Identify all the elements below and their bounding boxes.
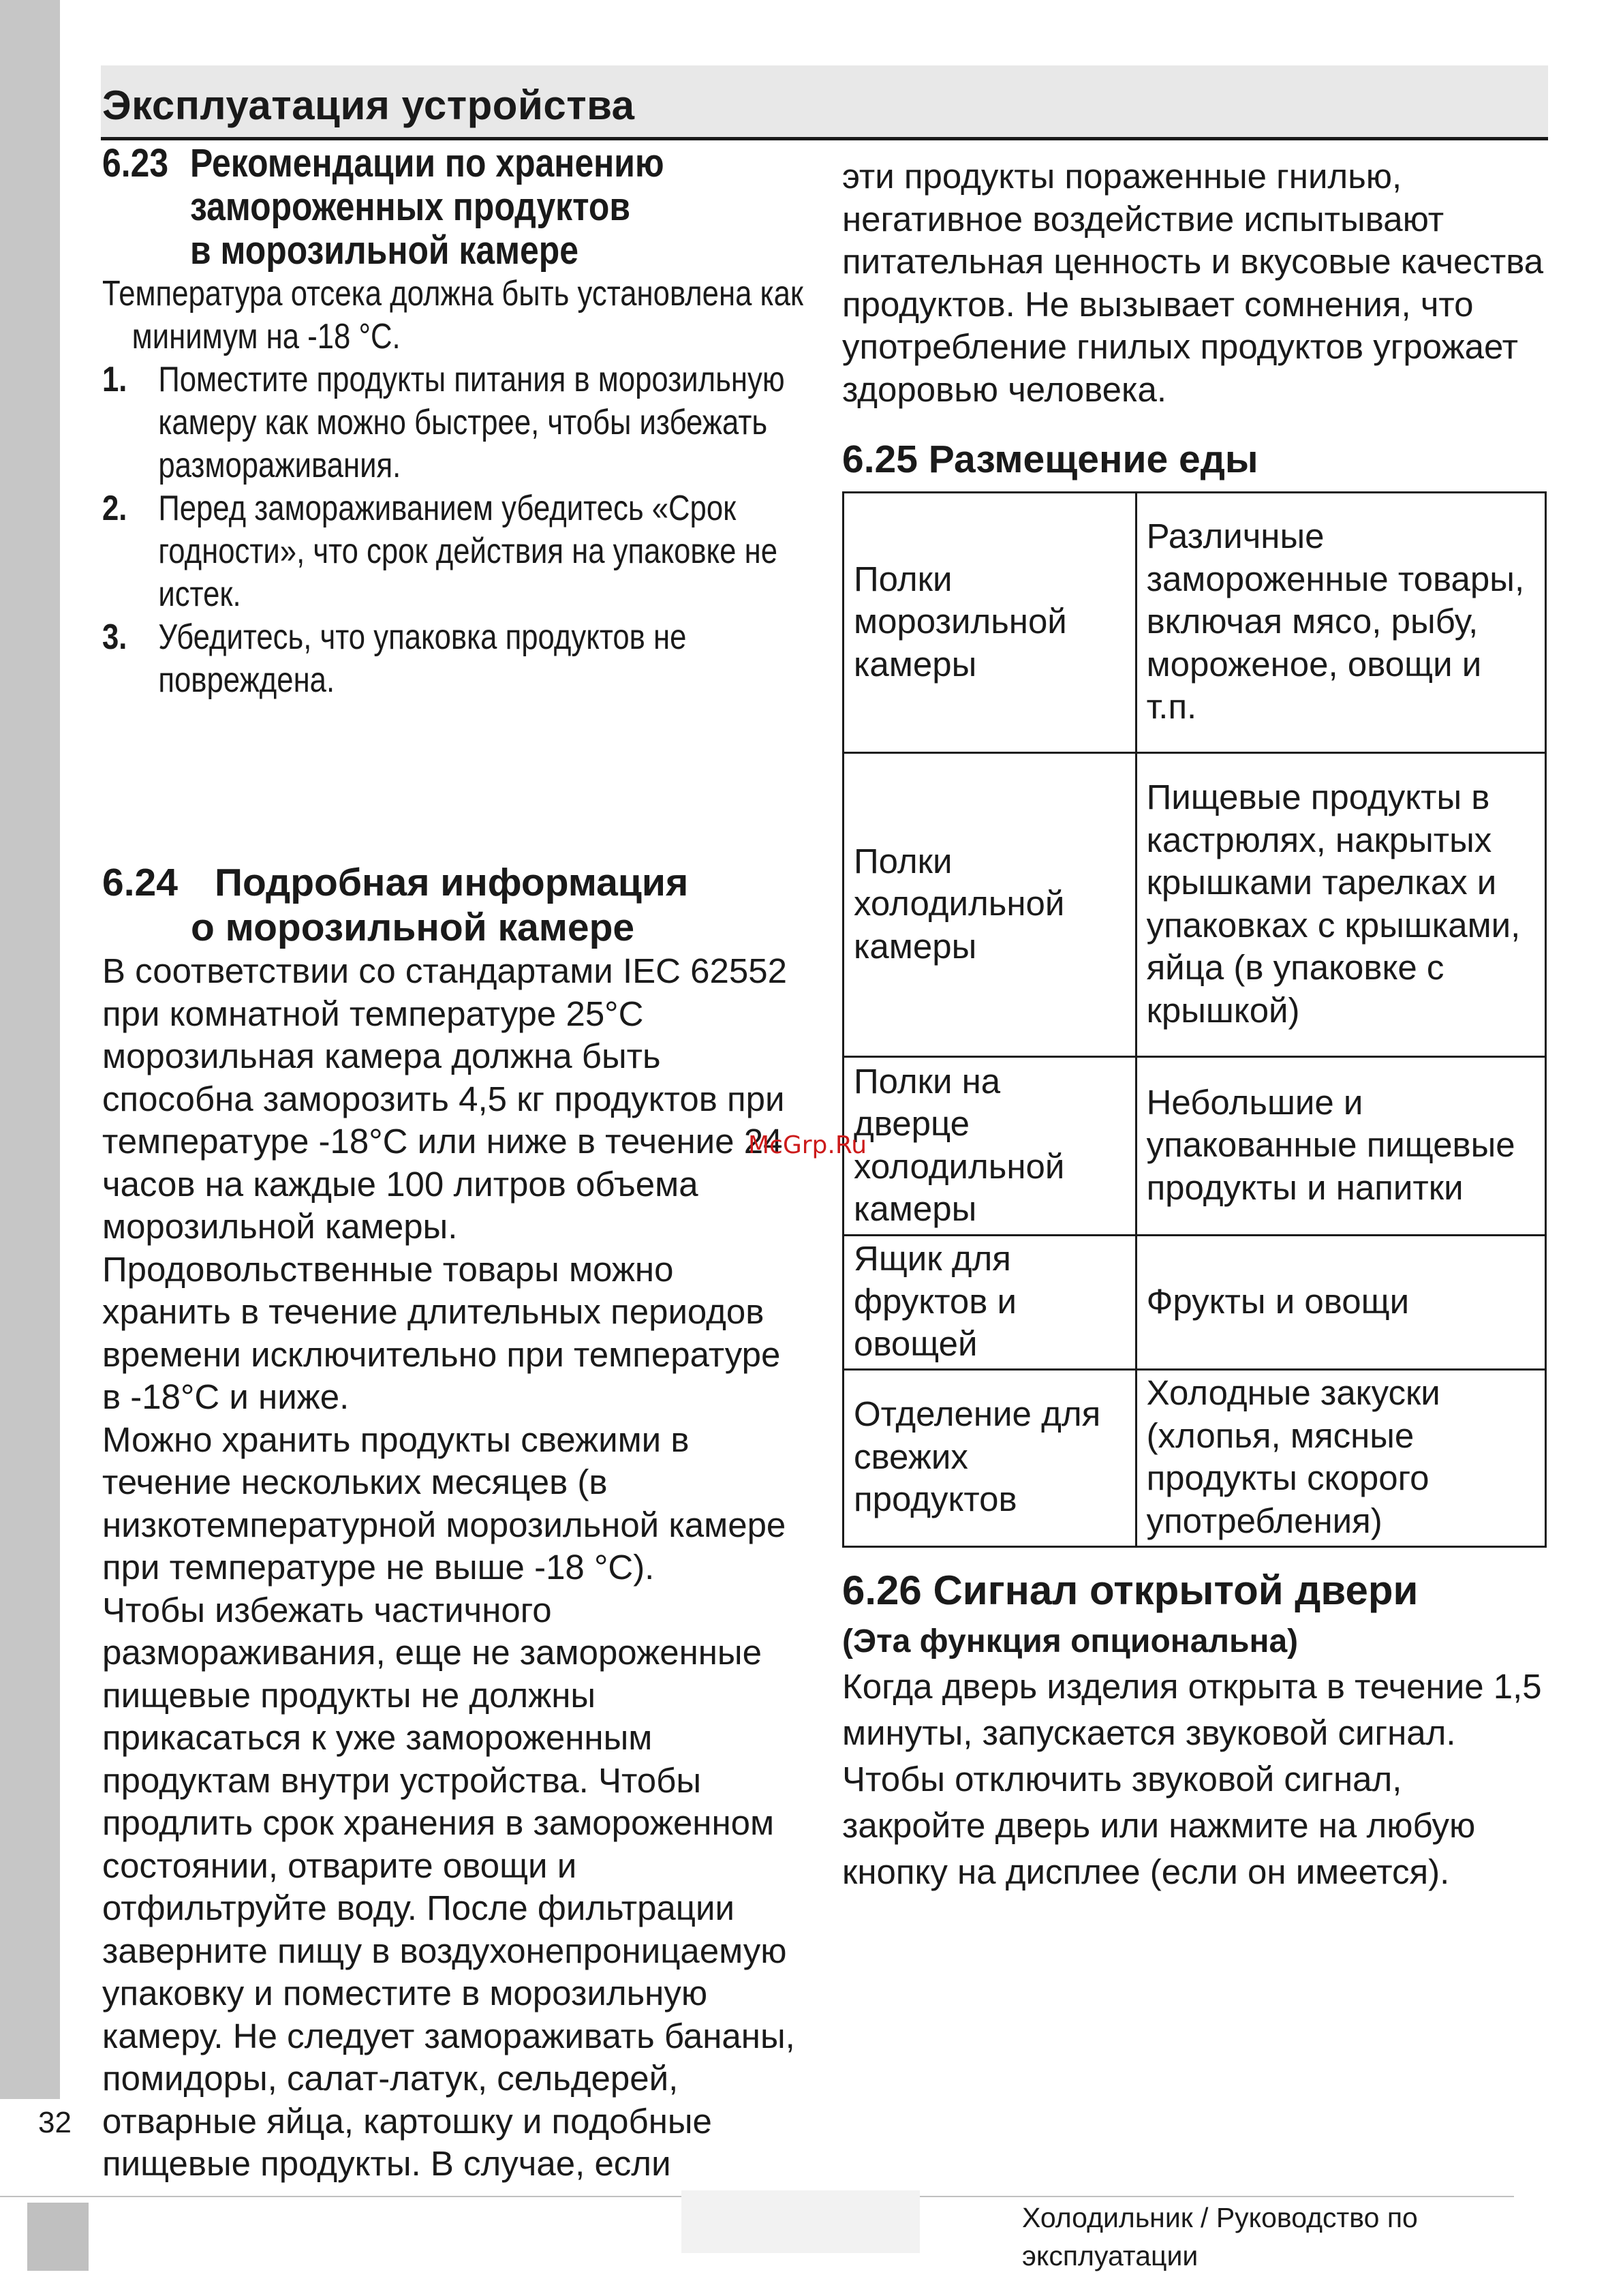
list-item — [102, 616, 812, 702]
list-item — [102, 487, 812, 616]
step-text: Поместите продукты питания в морозильную камеру как можно быстрее, чтобы избежать размораживания. — [158, 360, 785, 485]
page-number: 32 — [38, 2106, 72, 2139]
footer-marker-middle — [681, 2190, 920, 2253]
table-row — [844, 1057, 1546, 1236]
section-6-23-number: 6.23 — [102, 141, 169, 185]
page-title: Эксплуатация устройства — [102, 82, 635, 128]
left-column — [102, 142, 804, 2186]
paragraph: Чтобы избежать частичного размораживания, еще не замороженные пищевые продукты не должны прикасаться к уже замороженным продуктам внутри устройства. Чтобы продлить срок хранения в замороженном состоянии, отварите овощи и отфильтруйте воду. После фильтрации заверните пищу в воздухонепроницаемую упаковку и поместите в морозильную камеру. Не следует замораживать бананы, помидоры, салат-латук, сельдерей, отварные яйца, картошку и подобные пищевые продукты. В случае, если — [102, 1590, 795, 2183]
section-6-26-title: 6.26 Сигнал открытой двери — [842, 1567, 1419, 1613]
paragraph: В соответствии со стандартами IEC 62552 при комнатной температуре 25°С морозильная камера должна быть способна заморозить 4,5 кг продуктов при температуре -18°С или ниже в течение 24 часов на каждые 100 литров объема морозильной камеры. — [102, 951, 787, 1246]
table-row — [844, 1236, 1546, 1370]
section-6-23-heading — [102, 142, 805, 273]
storage-steps-list — [102, 358, 812, 702]
table-cell-place: Полки на дверце холодильной камеры — [844, 1057, 1137, 1236]
step-number: 2. — [102, 489, 127, 528]
table-row — [844, 493, 1546, 753]
step-text: Убедитесь, что упаковка продуктов не повреждена. — [158, 617, 687, 700]
table-row — [844, 753, 1546, 1057]
list-item — [102, 358, 812, 487]
side-bar — [0, 0, 60, 2099]
table-row — [844, 1369, 1546, 1546]
table-cell-items: Холодные закуски (хлопья, мясные продукты скорого употребления) — [1136, 1369, 1545, 1546]
step-number: 1. — [102, 360, 127, 399]
step-text: Перед замораживанием убедитесь «Срок годности», что срок действия на упаковке не истек. — [158, 489, 778, 614]
section-6-26-text: Когда дверь изделия открыта в течение 1,5 минуты, запускается звуковой сигнал. Чтобы отключить звуковой сигнал, закройте дверь или нажмите на любую кнопку на дисплее (если он имеется). — [842, 1666, 1542, 1891]
footer-marker-left — [27, 2203, 89, 2271]
footer-caption: Холодильник / Руководство по эксплуатации — [1022, 2202, 1418, 2271]
table-cell-items: Фрукты и овощи — [1136, 1236, 1545, 1370]
continuation-paragraph: эти продукты пораженные гнилью, негативное воздействие испытывают питательная ценность и вкусовые качества продуктов. Не вызывает сомнения, что употребление гнилых продуктов угрожает здоровью человека. — [842, 157, 1544, 409]
food-placement-table — [842, 491, 1547, 1548]
section-6-23-title-line-1: Рекомендации по хранению — [190, 141, 664, 185]
section-6-25-title: 6.25 Размещение еды — [842, 438, 1258, 481]
section-6-26-subtitle: (Эта функция опциональна) — [842, 1623, 1299, 1659]
step-number: 3. — [102, 617, 127, 657]
section-6-23-title-line-3: в морозильной камере — [190, 228, 578, 273]
watermark: McGrp.Ru — [748, 1131, 867, 1159]
table-cell-items: Небольшие и упакованные пищевые продукты и напитки — [1136, 1057, 1545, 1236]
section-6-24 — [102, 860, 804, 2186]
table-cell-place: Отделение для свежих продуктов — [844, 1369, 1137, 1546]
right-column — [842, 142, 1544, 1895]
section-6-23-intro: Температура отсека должна быть установлена как минимум на -18 °С. — [102, 274, 803, 356]
paragraph: Можно хранить продукты свежими в течение нескольких месяцев (в низкотемпературной морозильной камере при температуре не выше -18 °С). — [102, 1420, 786, 1587]
table-cell-items: Пищевые продукты в кастрюлях, накрытых крышками тарелках и упаковках с крышками, яйца (в упаковке с крышкой) — [1136, 753, 1545, 1057]
section-6-24-title-line-1: Подробная информация — [215, 861, 689, 904]
section-6-24-heading — [102, 860, 804, 950]
table-cell-items: Различные замороженные товары, включая мясо, рыбу, мороженое, овощи и т.п. — [1136, 493, 1545, 753]
section-6-23 — [102, 142, 804, 796]
paragraph: Продовольственные товары можно хранить в течение длительных периодов времени исключительно при температуре в -18°С и ниже. — [102, 1249, 781, 1416]
table-cell-place: Полки холодильной камеры — [844, 753, 1137, 1057]
table-cell-place: Полки морозильной камеры — [844, 493, 1137, 753]
section-6-23-title-line-2: замороженных продуктов — [190, 185, 631, 229]
section-6-24-title-line-2: о морозильной камере — [191, 906, 635, 949]
table-cell-place: Ящик для фруктов и овощей — [844, 1236, 1137, 1370]
section-6-24-number: 6.24 — [102, 861, 178, 904]
